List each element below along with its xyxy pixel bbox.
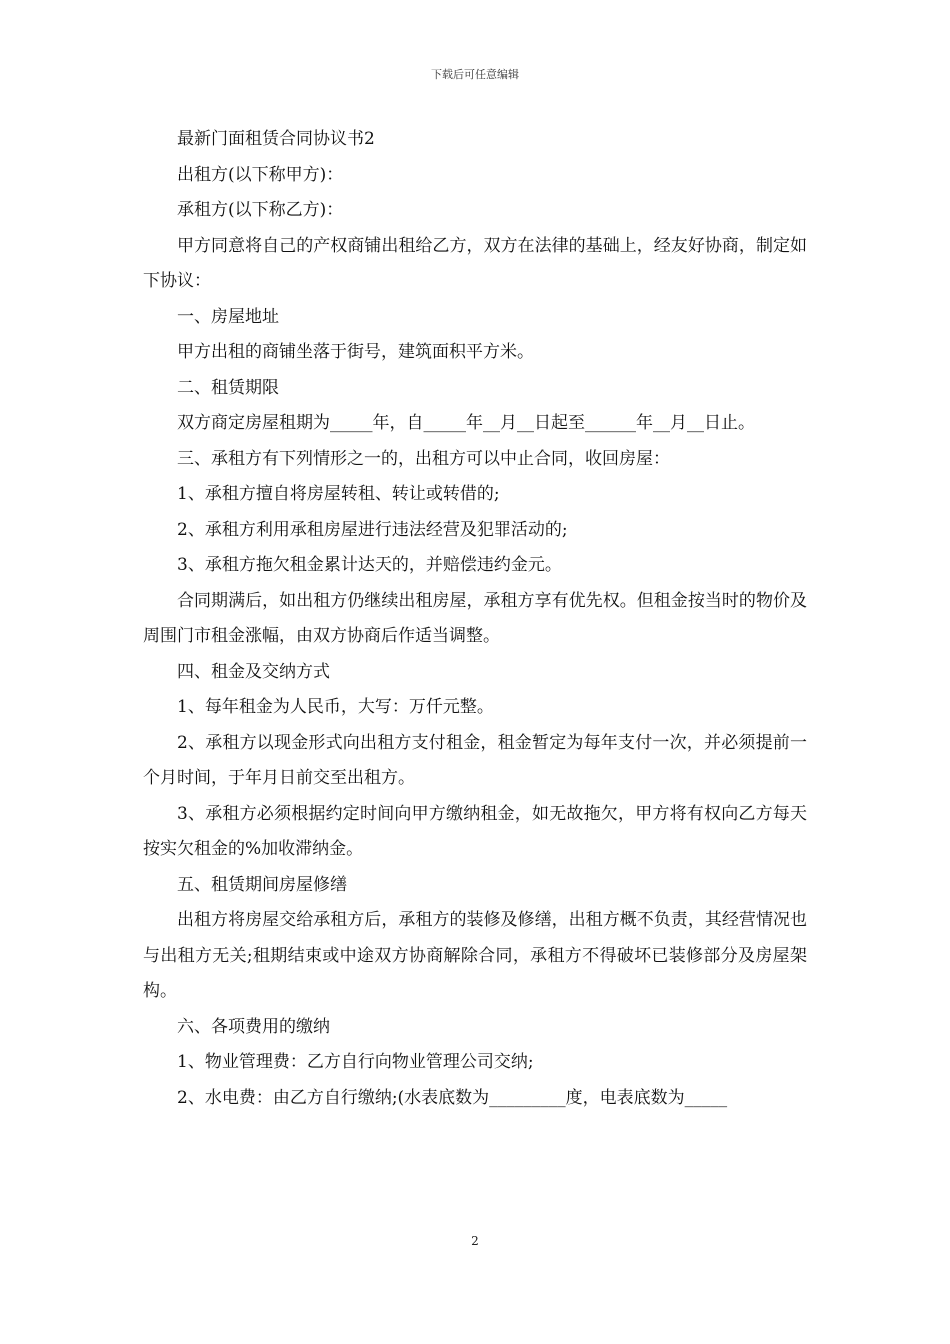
section-heading-repair: 五、租赁期间房屋修缮 [177,874,347,895]
page-header: 下载后可任意编辑 [431,68,519,81]
lessee-line: 承租方(以下称乙方)： [177,200,344,220]
intro-paragraph: 甲方同意将自己的产权商铺出租给乙方，双方在法律的基础上，经友好协商，制定如下协议： [143,235,807,291]
list-item: 2、承租方以现金形式向出租方支付租金，租金暂定为每年支付一次，并必须提前一个月时间，于年月日前交至出租方。 [143,732,807,788]
list-item: 1、每年租金为人民币，大写：万仟元整。 [177,697,494,717]
list-item: 2、承租方利用承租房屋进行违法经营及犯罪活动的; [177,519,568,540]
section-heading-fees: 六、各项费用的缴纳 [177,1016,330,1037]
page-number: 2 [471,1234,479,1248]
list-item: 3、承租方拖欠租金累计达天的，并赔偿违约金元。 [177,555,562,575]
list-item: 1、承租方擅自将房屋转租、转让或转借的; [177,484,500,504]
section-heading-termination: 三、承租方有下列情形之一的，出租方可以中止合同，收回房屋： [177,448,670,469]
paragraph: 双方商定房屋租期为_____年，自_____年__月__日起至______年__月__日止。 [177,413,755,433]
section-heading-rent: 四、租金及交纳方式 [177,661,330,682]
section-heading-term: 二、租赁期限 [177,377,279,398]
paragraph: 甲方出租的商铺坐落于街号，建筑面积平方米。 [177,342,534,362]
section-heading-address: 一、房屋地址 [177,306,279,327]
list-item: 3、承租方必须根据约定时间向甲方缴纳租金，如无故拖欠，甲方将有权向乙方每天按实欠租金的%加收滞纳金。 [143,803,807,859]
lessor-line: 出租方(以下称甲方)： [177,164,344,185]
document-title: 最新门面租赁合同协议书2 [177,129,375,149]
list-item: 2、水电费：由乙方自行缴纳;(水表底数为_________度，电表底数为_____ [177,1087,728,1108]
document-body [143,122,807,1116]
paragraph: 出租方将房屋交给承租方后，承租方的装修及修缮，出租方概不负责，其经营情况也与出租方无关;租期结束或中途双方协商解除合同，承租方不得破坏已装修部分及房屋架构。 [143,910,807,1001]
list-item: 1、物业管理费：乙方自行向物业管理公司交纳; [177,1052,534,1072]
paragraph: 合同期满后，如出租方仍继续出租房屋，承租方享有优先权。但租金按当时的物价及周围门市租金涨幅，由双方协商后作适当调整。 [143,590,807,646]
